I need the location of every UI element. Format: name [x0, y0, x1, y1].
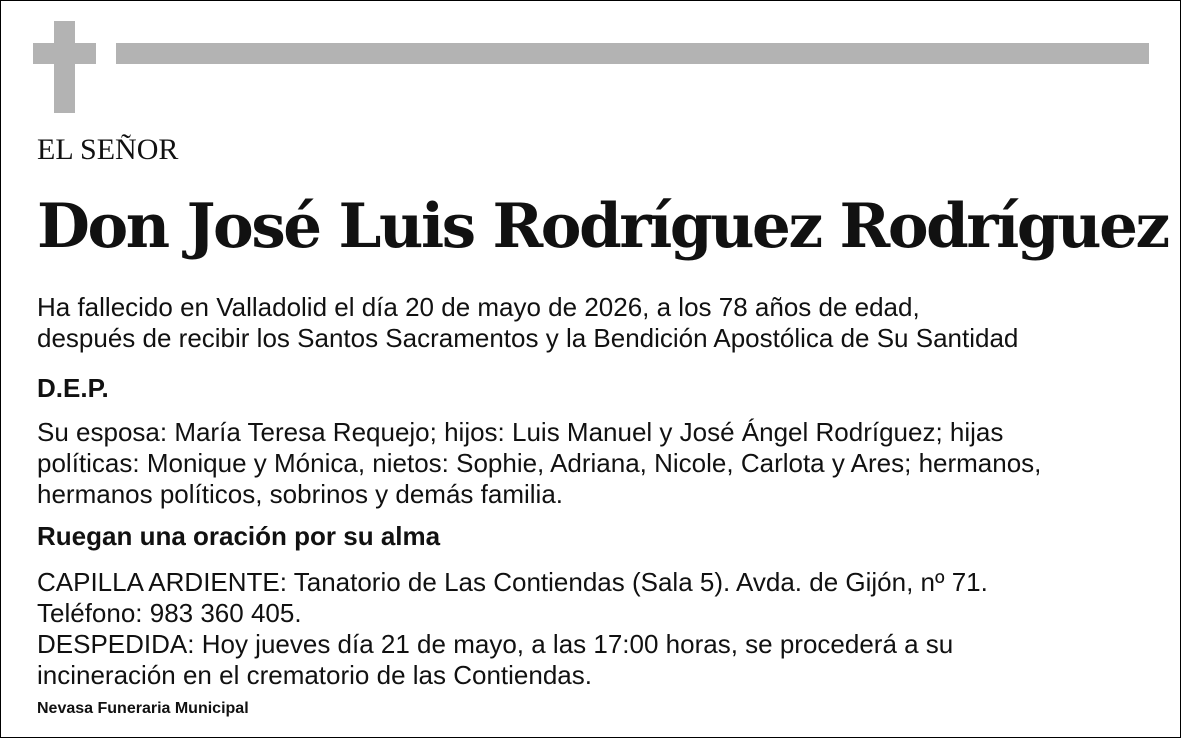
family-line: Su esposa: María Teresa Requejo; hijos: Luis Manuel y José Ángel Rodríguez; hijas: [37, 417, 1004, 447]
announcement-line: después de recibir los Santos Sacramentos y la Bendición Apostólica de Su Santidad: [37, 323, 1019, 353]
funeral-home: Nevasa Funeraria Municipal: [37, 700, 249, 717]
details-line: Teléfono: 983 360 405.: [37, 598, 302, 628]
family-block: [37, 417, 1041, 510]
family-line: hermanos políticos, sobrinos y demás familia.: [37, 479, 564, 509]
prayer-request: Ruegan una oración por su alma: [37, 521, 441, 551]
family-line: políticas: Monique y Mónica, nietos: Sophie, Adriana, Nicole, Carlota y Ares; hermanos,: [37, 448, 1042, 478]
announcement-line: Ha fallecido en Valladolid el día 20 de mayo de 2026, a los 78 años de edad,: [37, 292, 920, 322]
details-line: DESPEDIDA: Hoy jueves día 21 de mayo, a las 17:00 horas, se procederá a su: [37, 629, 954, 659]
details-line: CAPILLA ARDIENTE: Tanatorio de Las Contiendas (Sala 5). Avda. de Gijón, nº 71.: [37, 567, 988, 597]
title-prefix: EL SEÑOR: [37, 133, 179, 166]
details-block: [37, 567, 988, 691]
rip-heading: D.E.P.: [37, 373, 109, 403]
cross-icon-arm: [33, 43, 96, 64]
cross-icon: [54, 21, 75, 113]
details-line: incineración en el crematorio de las Contiendas.: [37, 660, 592, 690]
header-rule: [116, 43, 1149, 64]
deceased-name: Don José Luis Rodríguez Rodríguez: [37, 191, 1168, 262]
